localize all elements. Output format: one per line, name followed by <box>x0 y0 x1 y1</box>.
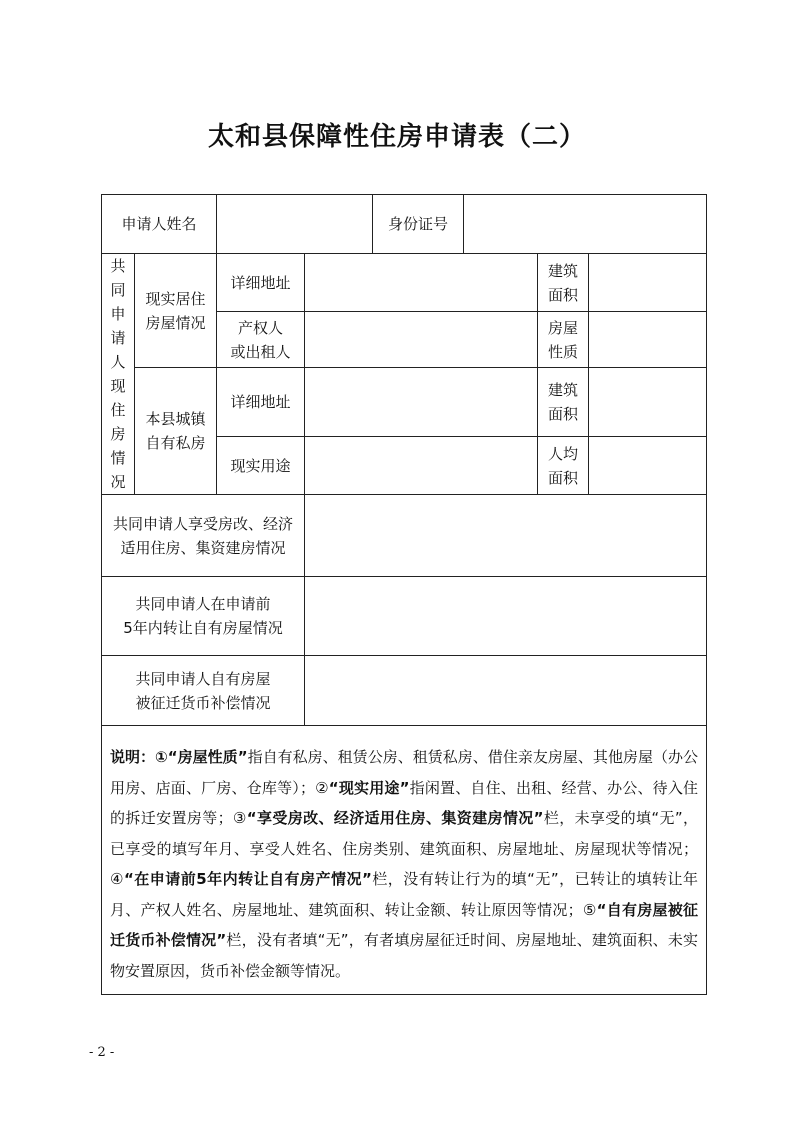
current-residence-label-line2: 房屋情况 <box>145 313 206 332</box>
note-text-1: 指自有私房、租赁公房、租赁私房、借住亲友房屋、其他房屋（办公用房、店面、厂房、仓库等）；② <box>110 748 699 797</box>
owner-label-line2: 或出租人 <box>230 342 291 361</box>
private-area-label-line2: 面积 <box>548 405 579 423</box>
explanation-notes <box>102 726 707 995</box>
property-transfer-label-line2: 5年内转让自有房屋情况 <box>123 619 283 637</box>
group-label-char: 请 <box>110 329 126 347</box>
house-nature-field[interactable] <box>589 312 707 368</box>
group-label-char: 共 <box>110 257 126 275</box>
housing-reform-label-line2: 适用住房、集资建房情况 <box>120 538 286 557</box>
group-label-char: 申 <box>110 305 126 323</box>
note-key-compensation: “自有房屋被征迁货币补偿情况” <box>110 900 699 949</box>
house-nature-label <box>538 312 589 368</box>
housing-reform-field[interactable] <box>305 495 707 577</box>
applicant-name-field[interactable] <box>217 195 373 254</box>
house-nature-label-line1: 房屋 <box>548 318 579 337</box>
group-label-char: 现 <box>110 377 126 395</box>
property-transfer-field[interactable] <box>305 577 707 656</box>
house-nature-label-line2: 性质 <box>548 342 579 361</box>
private-house-label <box>135 368 217 495</box>
current-residence-label <box>135 254 217 368</box>
current-area-field[interactable] <box>589 254 707 312</box>
note-text-2: 指闲置、自住、出租、经营、办公、待入住的拆迁安置房等；③ <box>110 778 699 827</box>
note-text-5: 栏，没有者填“无”，有者填房屋征迁时间、房屋地址、建筑面积、未实物安置原因，货币补偿金额等情况。 <box>110 931 699 980</box>
note-text-4: 栏，没有转让行为的填“无”，已转让的填转让年月、产权人姓名、房屋地址、建筑面积、转让金额、转让原因等情况；⑤ <box>110 870 699 919</box>
private-address-label: 详细地址 <box>217 368 305 437</box>
note-text-3: 栏，未享受的填“无”，已享受的填写年月、享受人姓名、住房类别、建筑面积、房屋地址、房屋现状等情况；④ <box>110 809 699 888</box>
current-address-label: 详细地址 <box>217 254 305 312</box>
per-capita-area-field[interactable] <box>589 437 707 495</box>
current-use-field[interactable] <box>305 437 538 495</box>
compensation-label-line1: 共同申请人自有房屋 <box>135 669 271 688</box>
group-label-char: 住 <box>110 401 126 419</box>
page-number: - 2 - <box>89 1045 115 1060</box>
compensation-label-line2: 被征迁货币补偿情况 <box>135 693 271 712</box>
per-capita-area-label-line2: 面积 <box>548 468 579 487</box>
group-label-char: 况 <box>110 473 126 491</box>
group-label-char: 人 <box>110 353 126 371</box>
note-lead: 说明：① <box>110 748 168 766</box>
current-area-label <box>538 254 589 312</box>
owner-label-line1: 产权人 <box>238 318 284 337</box>
application-form-table <box>101 194 707 995</box>
note-key-transfer: “在申请前5年内转让自有房产情况” <box>123 870 372 888</box>
property-transfer-label <box>102 577 305 656</box>
note-key-current-use: “现实用途” <box>328 778 410 797</box>
note-key-housing-reform: “享受房改、经济适用住房、集资建房情况” <box>246 809 544 827</box>
owner-field[interactable] <box>305 312 538 368</box>
applicant-name-label: 申请人姓名 <box>102 195 217 254</box>
private-area-field[interactable] <box>589 368 707 437</box>
private-house-label-line1: 本县城镇 <box>145 410 206 428</box>
owner-label <box>217 312 305 368</box>
current-address-field[interactable] <box>305 254 538 312</box>
property-transfer-label-line1: 共同申请人在申请前 <box>135 595 271 613</box>
id-number-label: 身份证号 <box>373 195 464 254</box>
group-label-char: 同 <box>110 281 126 299</box>
private-area-label <box>538 368 589 437</box>
current-use-label: 现实用途 <box>217 437 305 495</box>
housing-reform-label <box>102 495 305 577</box>
compensation-field[interactable] <box>305 656 707 726</box>
per-capita-area-label-line1: 人均 <box>548 444 579 463</box>
private-address-field[interactable] <box>305 368 538 437</box>
co-applicant-housing-group-label <box>102 254 135 495</box>
current-residence-label-line1: 现实居住 <box>145 289 206 308</box>
note-key-house-nature: “房屋性质” <box>167 748 248 766</box>
compensation-label <box>102 656 305 726</box>
private-house-label-line2: 自有私房 <box>145 434 206 452</box>
housing-reform-label-line1: 共同申请人享受房改、经济 <box>113 514 294 533</box>
group-label-char: 房 <box>110 425 126 443</box>
current-area-label-line2: 面积 <box>548 285 579 304</box>
page-title: 太和县保障性住房申请表（二） <box>207 122 586 152</box>
id-number-field[interactable] <box>464 195 707 254</box>
group-label-char: 情 <box>110 449 126 467</box>
current-area-label-line1: 建筑 <box>548 261 579 280</box>
private-area-label-line1: 建筑 <box>548 381 579 399</box>
per-capita-area-label <box>538 437 589 495</box>
